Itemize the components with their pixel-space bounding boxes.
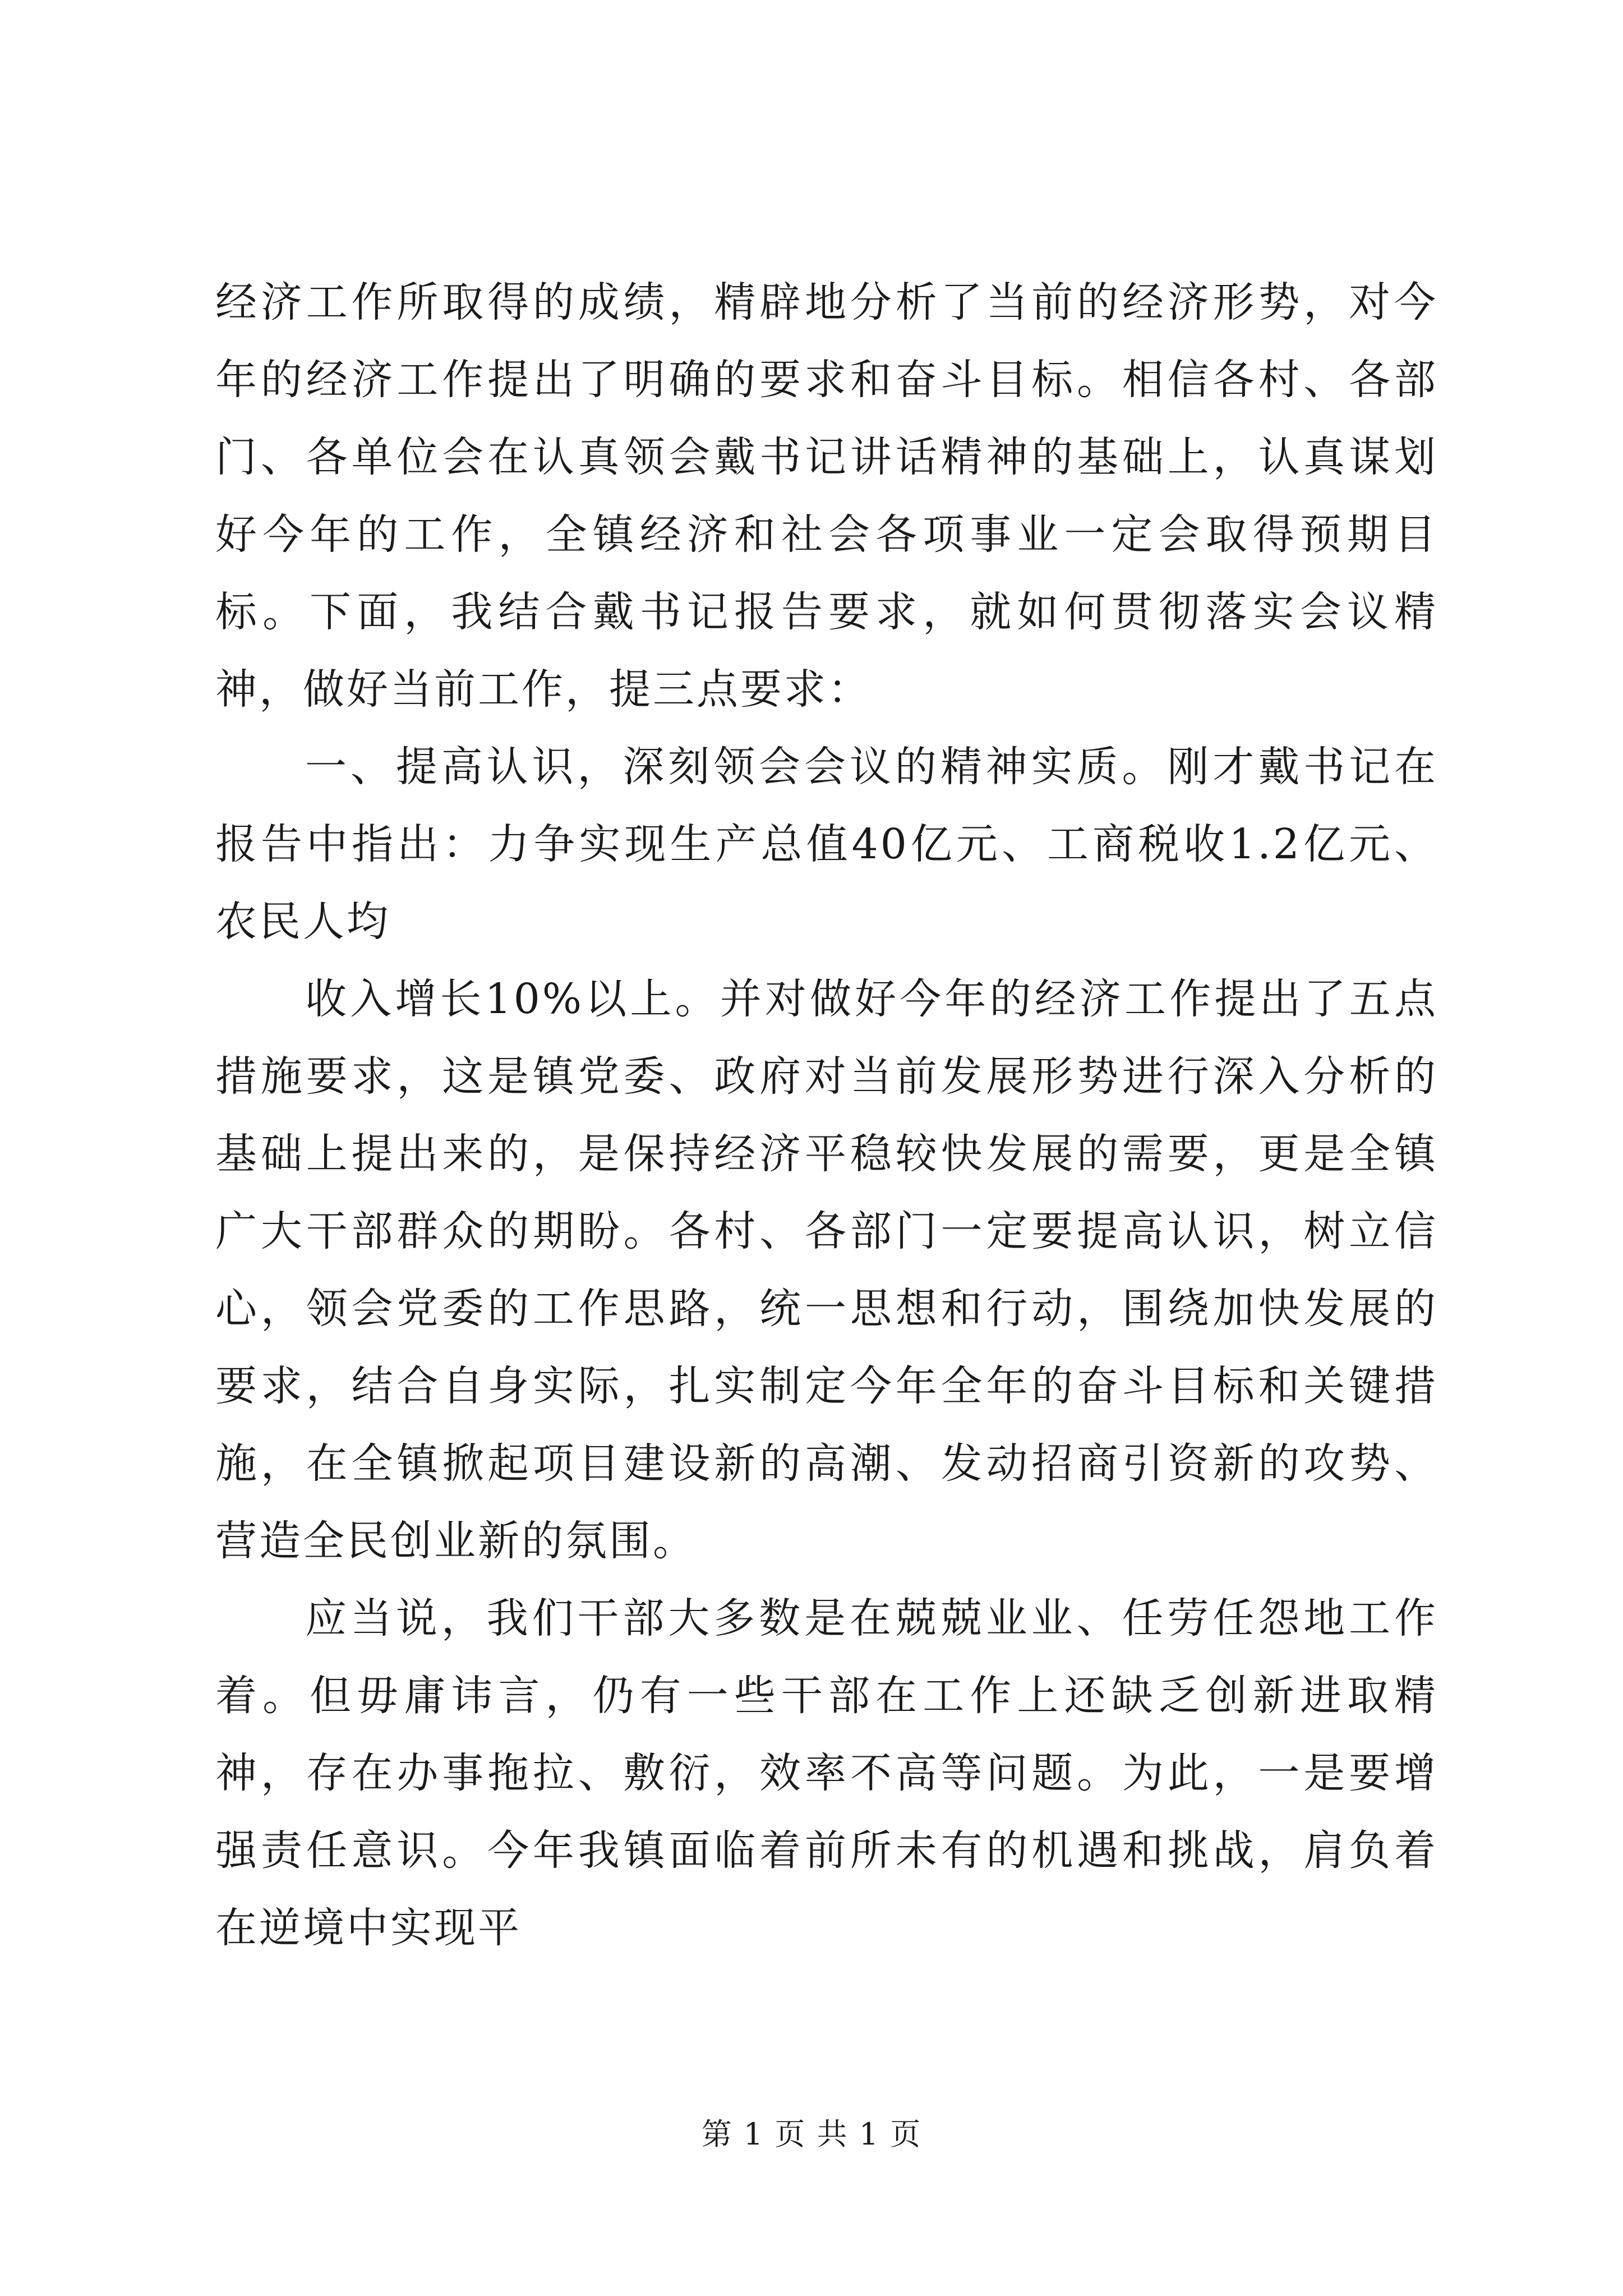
- document-body: [215, 264, 1438, 1967]
- paragraph-3: 收入增长10%以上。并对做好今年的经济工作提出了五点措施要求，这是镇党委、政府对当前发展形势进行深入分析的基础上提出来的，是保持经济平稳较快发展的需要，更是全镇广大干部群众的期盼。各村、各部门一定要提高认识，树立信心，领会党委的工作思路，统一思想和行动，围绕加快发展的要求，结合自身实际，扎实制定今年全年的奋斗目标和关键措施，在全镇掀起项目建设新的高潮、发动招商引资新的攻势、营造全民创业新的氛围。: [215, 975, 1438, 1565]
- paragraph-4: 应当说，我们干部大多数是在兢兢业业、任劳任怨地工作着。但毋庸讳言，仍有一些干部在工作上还缺乏创新进取精神，存在办事拖拉、敷衍，效率不高等问题。为此，一是要增强责任意识。今年我镇面临着前所未有的机遇和挑战，肩负着在逆境中实现平: [215, 1594, 1438, 1952]
- page-number-footer: 第 1 页 共 1 页: [701, 2116, 922, 2152]
- paragraph-1: 经济工作所取得的成绩，精辟地分析了当前的经济形势，对今年的经济工作提出了明确的要求和奋斗目标。相信各村、各部门、各单位会在认真领会戴书记讲话精神的基础上，认真谋划好今年的工作，全镇经济和社会各项事业一定会取得预期目标。下面，我结合戴书记报告要求，就如何贯彻落实会议精神，做好当前工作，提三点要求：: [215, 278, 1438, 714]
- paragraph-2: 一、提高认识，深刻领会会议的精神实质。刚才戴书记在报告中指出：力争实现生产总值40亿元、工商税收1.2亿元、农民人均: [215, 743, 1438, 946]
